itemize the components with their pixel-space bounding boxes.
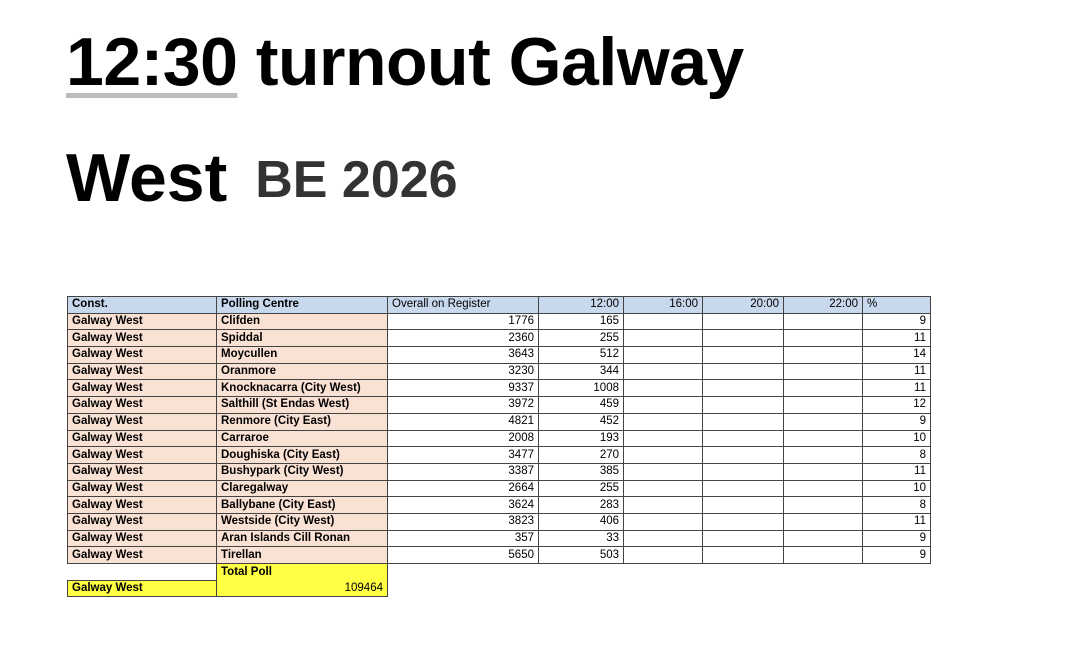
count-2200-cell (784, 530, 863, 547)
page-title (66, 22, 744, 102)
const-cell: Galway West (68, 380, 217, 397)
count-1200-cell: 283 (539, 497, 624, 514)
total-label-row (68, 564, 931, 581)
polling-centre-cell: Carraroe (217, 430, 388, 447)
count-2000-cell (703, 347, 784, 364)
const-cell: Galway West (68, 430, 217, 447)
register-cell: 3477 (388, 447, 539, 464)
percent-cell: 14 (863, 347, 931, 364)
count-1200-cell: 193 (539, 430, 624, 447)
count-1600-cell (624, 513, 703, 530)
count-2200-cell (784, 430, 863, 447)
count-1200-cell: 344 (539, 363, 624, 380)
turnout-table (67, 296, 931, 597)
blank-cell (703, 564, 784, 581)
count-1200-cell: 452 (539, 413, 624, 430)
const-cell: Galway West (68, 480, 217, 497)
count-1200-cell: 33 (539, 530, 624, 547)
table-row (68, 480, 931, 497)
count-2200-cell (784, 397, 863, 414)
const-cell: Galway West (68, 447, 217, 464)
count-2000-cell (703, 413, 784, 430)
count-1600-cell (624, 380, 703, 397)
blank-cell (784, 564, 863, 581)
table-row (68, 397, 931, 414)
count-1600-cell (624, 413, 703, 430)
table-row (68, 447, 931, 464)
polling-centre-cell: Salthill (St Endas West) (217, 397, 388, 414)
header-polling-centre: Polling Centre (217, 297, 388, 314)
count-1600-cell (624, 363, 703, 380)
const-cell: Galway West (68, 397, 217, 414)
polling-centre-cell: Renmore (City East) (217, 413, 388, 430)
blank-cell (703, 580, 784, 597)
polling-centre-cell: Westside (City West) (217, 513, 388, 530)
register-cell: 4821 (388, 413, 539, 430)
header-row (68, 297, 931, 314)
count-1200-cell: 270 (539, 447, 624, 464)
title-text-line2: West (66, 140, 228, 216)
polling-centre-cell: Claregalway (217, 480, 388, 497)
count-2200-cell (784, 330, 863, 347)
polling-centre-cell: Ballybane (City East) (217, 497, 388, 514)
blank-cell (624, 564, 703, 581)
percent-cell: 12 (863, 397, 931, 414)
count-2200-cell (784, 380, 863, 397)
const-cell: Galway West (68, 363, 217, 380)
count-1600-cell (624, 547, 703, 564)
count-2000-cell (703, 463, 784, 480)
polling-centre-cell: Doughiska (City East) (217, 447, 388, 464)
register-cell: 1776 (388, 313, 539, 330)
count-2200-cell (784, 513, 863, 530)
header-percent: % (863, 297, 931, 314)
total-row (68, 580, 931, 597)
const-cell: Galway West (68, 413, 217, 430)
count-2000-cell (703, 513, 784, 530)
count-1600-cell (624, 313, 703, 330)
register-cell: 9337 (388, 380, 539, 397)
count-2000-cell (703, 380, 784, 397)
count-1600-cell (624, 497, 703, 514)
table-row (68, 430, 931, 447)
table-body (68, 313, 931, 563)
polling-centre-cell: Oranmore (217, 363, 388, 380)
register-cell: 5650 (388, 547, 539, 564)
register-cell: 3823 (388, 513, 539, 530)
election-tag: BE 2026 (255, 151, 458, 209)
header-const: Const. (68, 297, 217, 314)
count-2000-cell (703, 330, 784, 347)
const-cell: Galway West (68, 347, 217, 364)
percent-cell: 11 (863, 513, 931, 530)
count-2000-cell (703, 430, 784, 447)
percent-cell: 9 (863, 530, 931, 547)
count-1200-cell: 255 (539, 330, 624, 347)
polling-centre-cell: Clifden (217, 313, 388, 330)
percent-cell: 9 (863, 313, 931, 330)
register-cell: 3643 (388, 347, 539, 364)
total-value: 109464 (217, 580, 388, 597)
register-cell: 2360 (388, 330, 539, 347)
count-2000-cell (703, 397, 784, 414)
count-2200-cell (784, 480, 863, 497)
blank-cell (863, 580, 931, 597)
blank-cell (539, 564, 624, 581)
const-cell: Galway West (68, 547, 217, 564)
count-1600-cell (624, 330, 703, 347)
count-1200-cell: 406 (539, 513, 624, 530)
count-2200-cell (784, 347, 863, 364)
const-cell: Galway West (68, 497, 217, 514)
count-1600-cell (624, 430, 703, 447)
table-row (68, 413, 931, 430)
count-1600-cell (624, 447, 703, 464)
table-row (68, 330, 931, 347)
total-label: Total Poll (217, 564, 388, 581)
table-row (68, 497, 931, 514)
total-const: Galway West (68, 580, 217, 597)
count-2200-cell (784, 413, 863, 430)
const-cell: Galway West (68, 530, 217, 547)
count-2000-cell (703, 447, 784, 464)
count-2200-cell (784, 497, 863, 514)
polling-centre-cell: Aran Islands Cill Ronan (217, 530, 388, 547)
header-2200: 22:00 (784, 297, 863, 314)
polling-centre-cell: Spiddal (217, 330, 388, 347)
percent-cell: 8 (863, 447, 931, 464)
count-2000-cell (703, 480, 784, 497)
table-row (68, 313, 931, 330)
count-2000-cell (703, 497, 784, 514)
count-2200-cell (784, 363, 863, 380)
percent-cell: 8 (863, 497, 931, 514)
polling-centre-cell: Knocknacarra (City West) (217, 380, 388, 397)
percent-cell: 11 (863, 380, 931, 397)
table-row (68, 380, 931, 397)
count-1200-cell: 1008 (539, 380, 624, 397)
register-cell: 2008 (388, 430, 539, 447)
count-1200-cell: 165 (539, 313, 624, 330)
header-1200: 12:00 (539, 297, 624, 314)
polling-centre-cell: Moycullen (217, 347, 388, 364)
register-cell: 3624 (388, 497, 539, 514)
polling-centre-cell: Tirellan (217, 547, 388, 564)
percent-cell: 11 (863, 363, 931, 380)
percent-cell: 11 (863, 463, 931, 480)
time-link[interactable]: 12:30 (66, 24, 238, 100)
const-cell: Galway West (68, 330, 217, 347)
blank-cell (863, 564, 931, 581)
count-1200-cell: 385 (539, 463, 624, 480)
table-row (68, 547, 931, 564)
blank-cell (539, 580, 624, 597)
blank-cell (68, 564, 217, 581)
count-1600-cell (624, 463, 703, 480)
percent-cell: 10 (863, 480, 931, 497)
count-1600-cell (624, 397, 703, 414)
percent-cell: 9 (863, 547, 931, 564)
count-2200-cell (784, 547, 863, 564)
const-cell: Galway West (68, 463, 217, 480)
count-2000-cell (703, 363, 784, 380)
register-cell: 3387 (388, 463, 539, 480)
register-cell: 3230 (388, 363, 539, 380)
percent-cell: 10 (863, 430, 931, 447)
count-1600-cell (624, 530, 703, 547)
count-1200-cell: 503 (539, 547, 624, 564)
const-cell: Galway West (68, 313, 217, 330)
register-cell: 357 (388, 530, 539, 547)
count-1200-cell: 255 (539, 480, 624, 497)
table-row (68, 463, 931, 480)
header-1600: 16:00 (624, 297, 703, 314)
percent-cell: 11 (863, 330, 931, 347)
page-title-line2 (66, 138, 458, 220)
count-2200-cell (784, 313, 863, 330)
header-register: Overall on Register (388, 297, 539, 314)
header-2000: 20:00 (703, 297, 784, 314)
blank-cell (784, 580, 863, 597)
blank-cell (388, 580, 539, 597)
title-text: turnout Galway (237, 24, 744, 100)
count-2000-cell (703, 313, 784, 330)
count-2000-cell (703, 530, 784, 547)
table-row (68, 513, 931, 530)
count-1200-cell: 459 (539, 397, 624, 414)
count-2000-cell (703, 547, 784, 564)
table-row (68, 363, 931, 380)
count-1600-cell (624, 480, 703, 497)
percent-cell: 9 (863, 413, 931, 430)
table-row (68, 347, 931, 364)
table-row (68, 530, 931, 547)
const-cell: Galway West (68, 513, 217, 530)
blank-cell (388, 564, 539, 581)
register-cell: 3972 (388, 397, 539, 414)
polling-centre-cell: Bushypark (City West) (217, 463, 388, 480)
blank-cell (624, 580, 703, 597)
count-1200-cell: 512 (539, 347, 624, 364)
register-cell: 2664 (388, 480, 539, 497)
count-2200-cell (784, 447, 863, 464)
count-1600-cell (624, 347, 703, 364)
count-2200-cell (784, 463, 863, 480)
